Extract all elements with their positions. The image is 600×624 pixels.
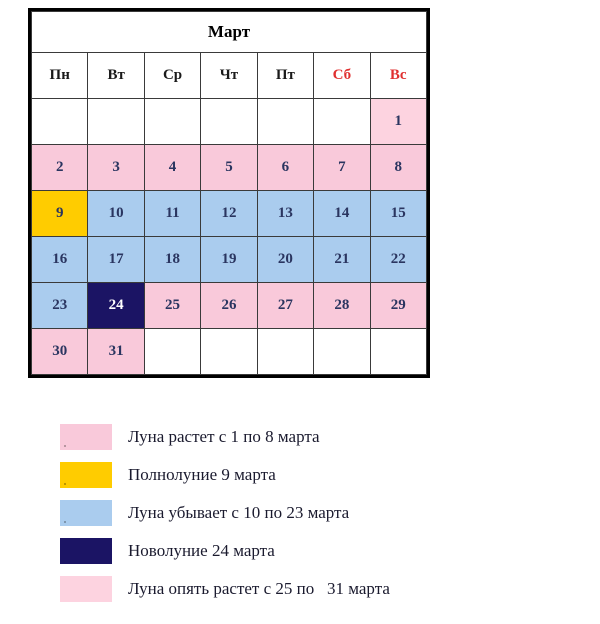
weekday-header-2: Ср	[144, 53, 200, 99]
calendar-day-cell[interactable]: 23	[32, 283, 88, 329]
swatch-dot-icon	[64, 445, 66, 447]
legend-color-swatch	[60, 462, 112, 488]
legend-color-swatch	[60, 424, 112, 450]
legend-label: Луна опять растет с 25 по 31 марта	[128, 579, 390, 598]
legend-row	[60, 494, 560, 532]
calendar-cell-empty	[144, 329, 200, 375]
calendar-day-cell[interactable]: 17	[88, 237, 144, 283]
calendar-day-cell[interactable]: 1	[370, 99, 426, 145]
calendar-day-cell[interactable]: 4	[144, 145, 200, 191]
calendar-day-cell[interactable]: 2	[32, 145, 88, 191]
calendar-cell-empty	[314, 329, 370, 375]
calendar-day-cell[interactable]: 10	[88, 191, 144, 237]
weekday-header-5: Сб	[314, 53, 370, 99]
weekday-header-row	[32, 53, 427, 99]
calendar-day-cell[interactable]: 11	[144, 191, 200, 237]
weekday-header-4: Пт	[257, 53, 313, 99]
calendar-day-cell[interactable]: 22	[370, 237, 426, 283]
calendar-day-cell[interactable]: 25	[144, 283, 200, 329]
legend-row	[60, 418, 560, 456]
calendar-day-cell[interactable]: 21	[314, 237, 370, 283]
month-title: Март	[32, 12, 427, 53]
weekday-header-1: Вт	[88, 53, 144, 99]
legend-color-swatch	[60, 538, 112, 564]
calendar-day-cell[interactable]: 5	[201, 145, 257, 191]
weekday-header-3: Чт	[201, 53, 257, 99]
calendar-cell-empty	[88, 99, 144, 145]
calendar-cell-empty	[257, 329, 313, 375]
calendar-title-row	[32, 12, 427, 53]
calendar-day-cell[interactable]: 29	[370, 283, 426, 329]
calendar-cell-empty	[201, 329, 257, 375]
legend-label: Полнолуние 9 марта	[128, 465, 276, 484]
calendar-day-cell[interactable]: 24	[88, 283, 144, 329]
swatch-dot-icon	[64, 521, 66, 523]
calendar-body	[32, 99, 427, 375]
calendar-day-cell[interactable]: 6	[257, 145, 313, 191]
legend-color-swatch	[60, 576, 112, 602]
calendar-week-row	[32, 283, 427, 329]
calendar-cell-empty	[32, 99, 88, 145]
calendar-cell-empty	[201, 99, 257, 145]
calendar-week-row	[32, 99, 427, 145]
calendar-day-cell[interactable]: 8	[370, 145, 426, 191]
calendar-cell-empty	[257, 99, 313, 145]
legend-label: Луна убывает с 10 по 23 марта	[128, 503, 350, 522]
calendar-day-cell[interactable]: 7	[314, 145, 370, 191]
calendar-day-cell[interactable]: 30	[32, 329, 88, 375]
legend-color-swatch	[60, 500, 112, 526]
calendar-week-row	[32, 191, 427, 237]
calendar-day-cell[interactable]: 12	[201, 191, 257, 237]
calendar-day-cell[interactable]: 20	[257, 237, 313, 283]
calendar-day-cell[interactable]: 16	[32, 237, 88, 283]
calendar-cell-empty	[370, 329, 426, 375]
calendar-day-cell[interactable]: 18	[144, 237, 200, 283]
calendar-day-cell[interactable]: 19	[201, 237, 257, 283]
calendar-cell-empty	[144, 99, 200, 145]
calendar-day-cell[interactable]: 13	[257, 191, 313, 237]
calendar-week-row	[32, 145, 427, 191]
calendar-panel	[28, 8, 430, 378]
calendar-day-cell[interactable]: 3	[88, 145, 144, 191]
weekday-header-0: Пн	[32, 53, 88, 99]
calendar-day-cell[interactable]: 9	[32, 191, 88, 237]
calendar-day-cell[interactable]: 26	[201, 283, 257, 329]
weekday-header-6: Вс	[370, 53, 426, 99]
calendar-week-row	[32, 237, 427, 283]
calendar-day-cell[interactable]: 15	[370, 191, 426, 237]
swatch-dot-icon	[64, 483, 66, 485]
legend-label: Луна растет с 1 по 8 марта	[128, 427, 320, 446]
calendar-table	[31, 11, 427, 375]
calendar-day-cell[interactable]: 28	[314, 283, 370, 329]
calendar-week-row	[32, 329, 427, 375]
legend-row	[60, 532, 560, 570]
calendar-day-cell[interactable]: 14	[314, 191, 370, 237]
legend-row	[60, 570, 560, 608]
calendar-day-cell[interactable]: 27	[257, 283, 313, 329]
legend	[60, 418, 560, 608]
calendar-cell-empty	[314, 99, 370, 145]
calendar-day-cell[interactable]: 31	[88, 329, 144, 375]
legend-row	[60, 456, 560, 494]
legend-label: Новолуние 24 марта	[128, 541, 275, 560]
